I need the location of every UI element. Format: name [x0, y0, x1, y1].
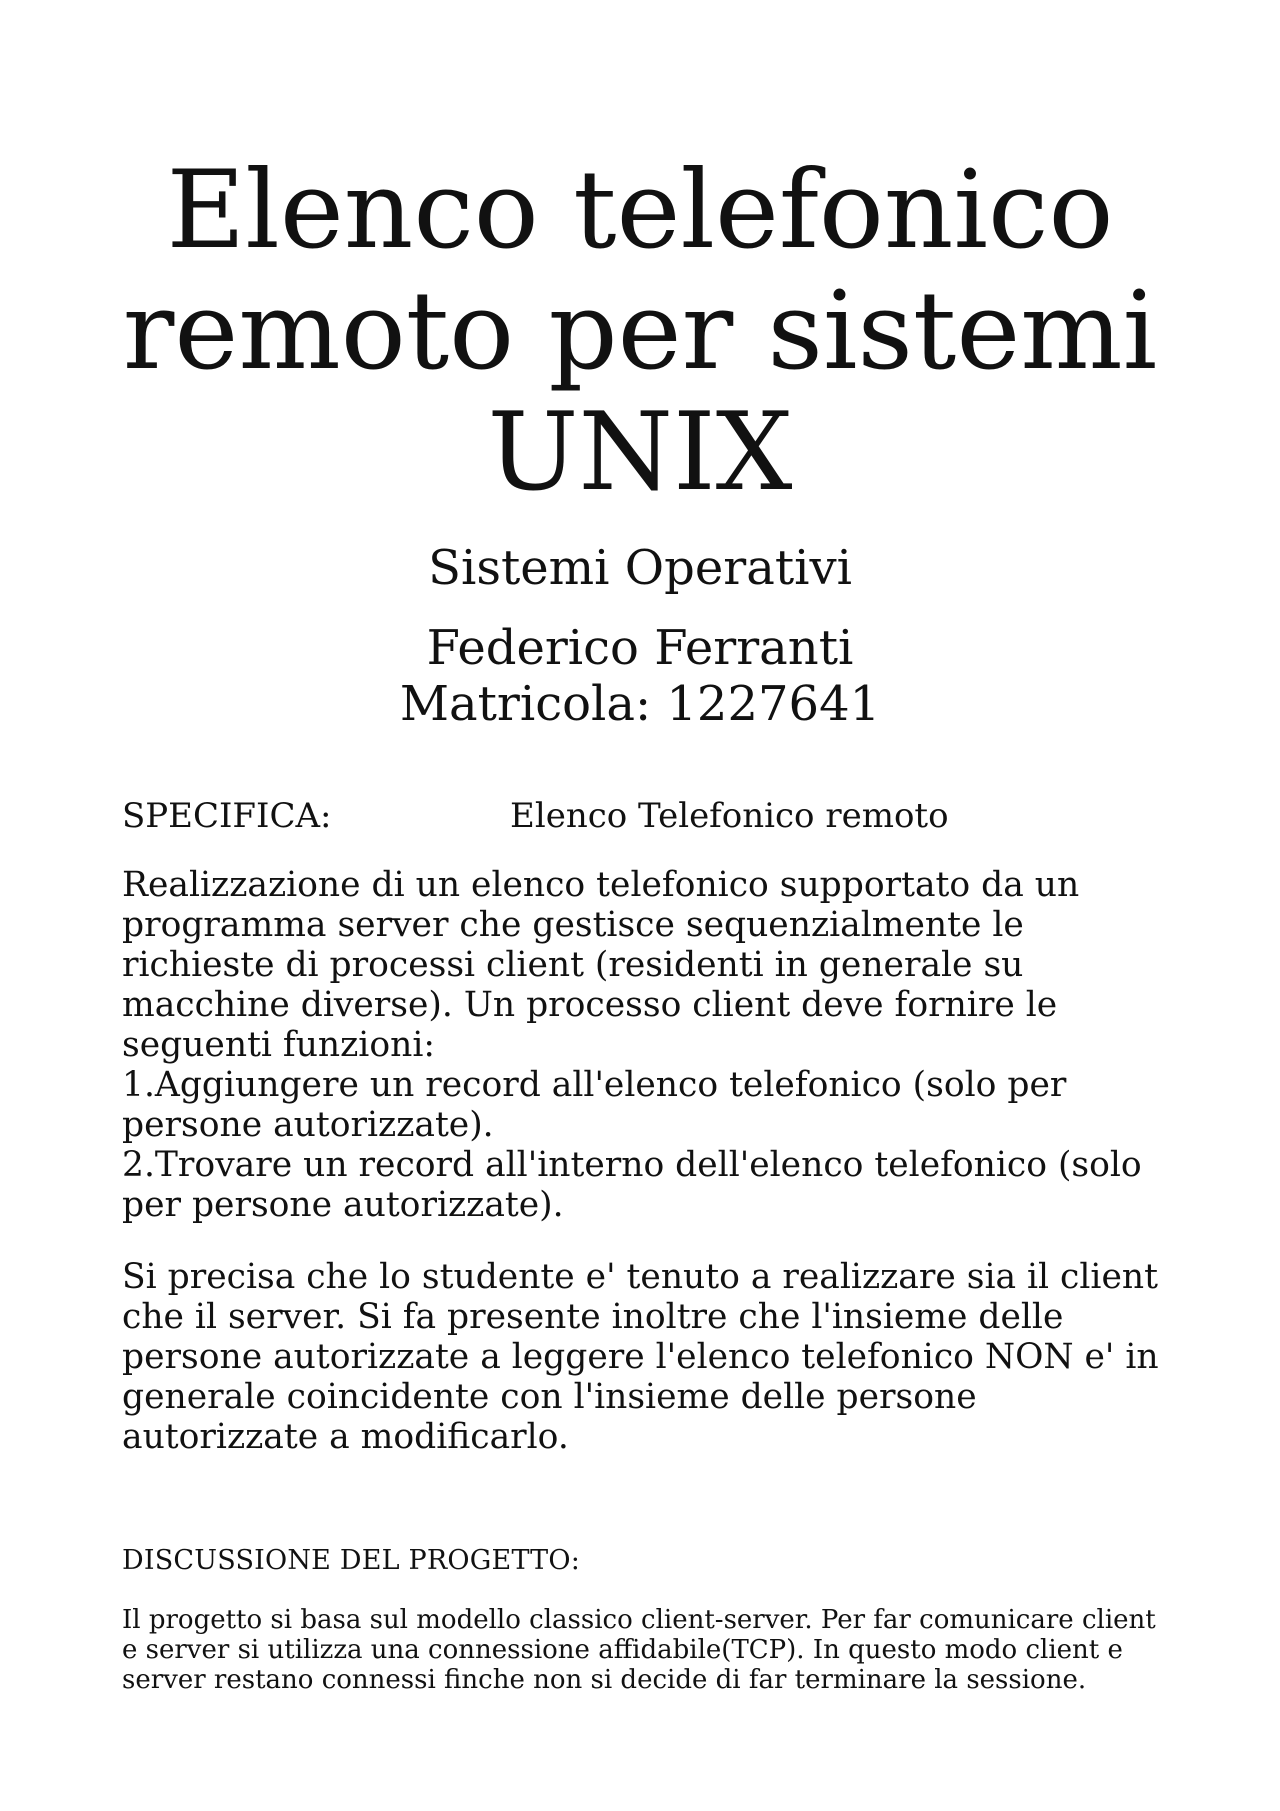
- specifica-label: SPECIFICA:: [122, 796, 332, 836]
- paragraph-line: e server si utilizza una connessione affidabile(TCP). In questo modo client e: [122, 1635, 1123, 1665]
- author-name: Federico Ferranti: [426, 620, 854, 676]
- paragraph-line: Realizzazione di un elenco telefonico supportato da un: [122, 865, 1080, 905]
- paragraph-line: Si precisa che lo studente e' tenuto a realizzare sia il client: [122, 1257, 1158, 1297]
- title-line: UNIX: [487, 390, 793, 515]
- author-matricola: Matricola: 1227641: [399, 676, 881, 732]
- paragraph-line: per persone autorizzate).: [122, 1185, 564, 1225]
- paragraph-line: server restano connessi finche non si decide di far terminare la sessione.: [122, 1665, 1087, 1695]
- specification-paragraph: [122, 865, 1182, 1225]
- paragraph-line: 1.Aggiungere un record all'elenco telefonico (solo per: [122, 1065, 1067, 1105]
- requirements-paragraph: [122, 1257, 1182, 1457]
- paragraph-line: richieste di processi client (residenti in generale su: [122, 945, 1024, 985]
- paragraph-line: persone autorizzate).: [122, 1105, 494, 1145]
- paragraph-line: programma server che gestisce sequenzialmente le: [122, 905, 1024, 945]
- title-line: Elenco telefonico: [166, 148, 1114, 273]
- paragraph-line: seguenti funzioni:: [122, 1025, 435, 1065]
- document-title: [0, 150, 1280, 513]
- paragraph-line: Il progetto si basa sul modello classico client-server. Per far comunicare client: [122, 1605, 1156, 1635]
- specifica-value: Elenco Telefonico remoto: [510, 796, 949, 836]
- discussion-heading: DISCUSSIONE DEL PROGETTO:: [122, 1545, 580, 1576]
- paragraph-line: autorizzate a modificarlo.: [122, 1417, 569, 1457]
- paragraph-line: persone autorizzate a leggere l'elenco telefonico NON e' in: [122, 1337, 1159, 1377]
- title-line: remoto per sistemi: [122, 269, 1158, 394]
- author-block: [0, 620, 1280, 732]
- paragraph-line: generale coincidente con l'insieme delle persone: [122, 1377, 977, 1417]
- paragraph-line: 2.Trovare un record all'interno dell'elenco telefonico (solo: [122, 1145, 1142, 1185]
- discussion-paragraph: [122, 1605, 1156, 1695]
- paragraph-line: macchine diverse). Un processo client deve fornire le: [122, 985, 1058, 1025]
- course-subject: Sistemi Operativi: [428, 540, 852, 596]
- paragraph-line: che il server. Si fa presente inoltre che l'insieme delle: [122, 1297, 1064, 1337]
